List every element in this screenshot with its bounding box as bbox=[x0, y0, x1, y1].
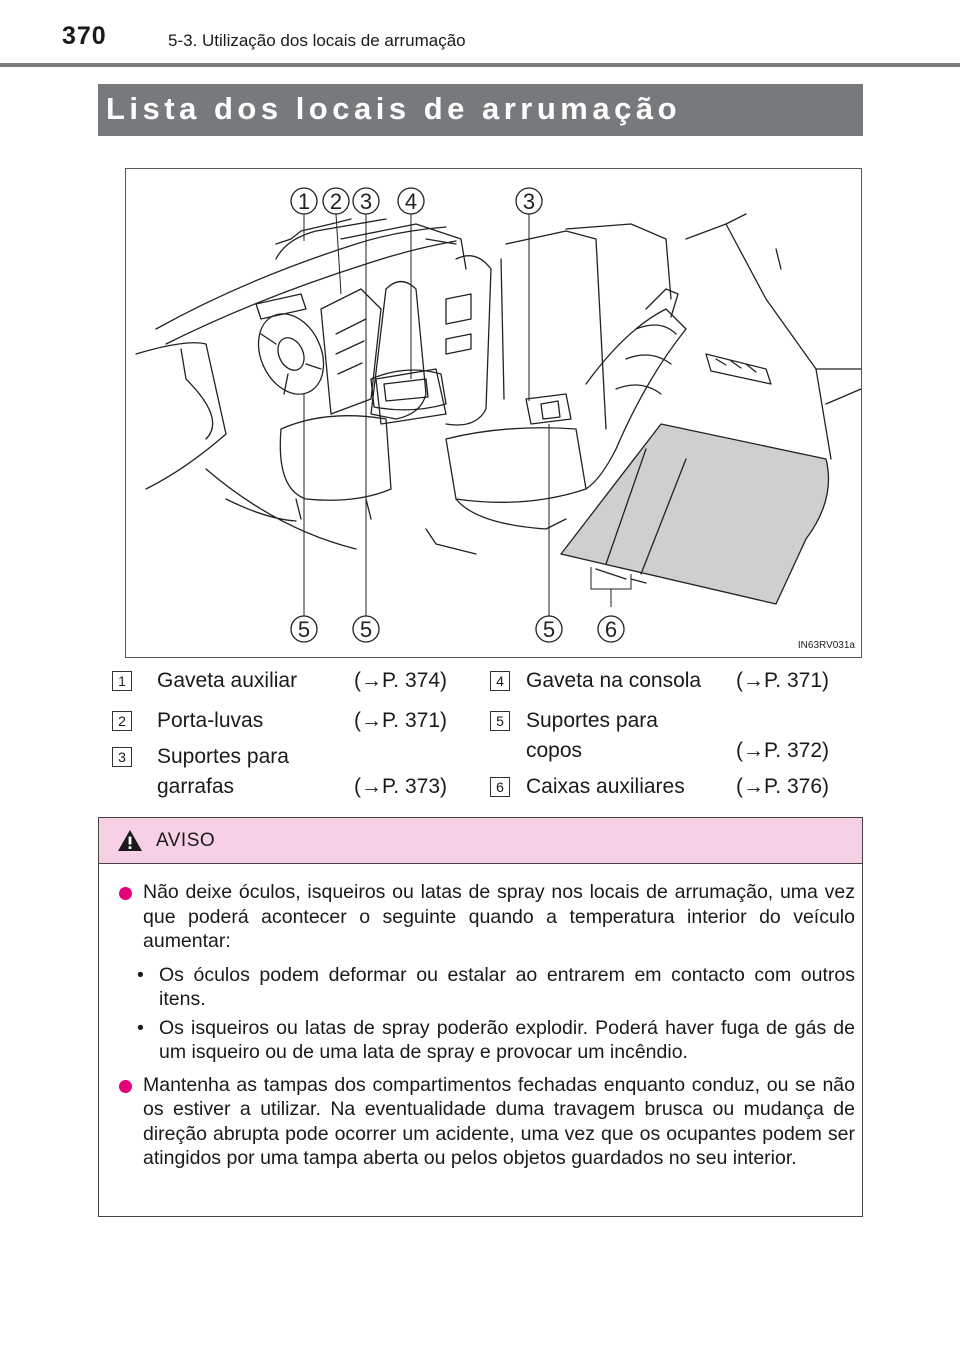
page-number: 370 bbox=[62, 22, 107, 50]
figure-callout-5-left bbox=[291, 616, 317, 642]
warning-item bbox=[119, 880, 855, 954]
warning-item bbox=[119, 1073, 855, 1171]
svg-text:2: 2 bbox=[329, 189, 343, 214]
page-reference: (→P. 371) bbox=[354, 709, 447, 732]
header-divider bbox=[0, 63, 960, 67]
svg-text:3: 3 bbox=[522, 189, 536, 214]
figure-callout-5-middle bbox=[353, 616, 379, 642]
svg-text:5: 5 bbox=[359, 617, 373, 642]
figure-code: IN63RV031a bbox=[797, 640, 855, 651]
bullet-icon: • bbox=[137, 1016, 144, 1039]
section-banner bbox=[98, 84, 863, 136]
warning-item-text: Não deixe óculos, isqueiros ou latas de spray nos locais de arrumação, uma vez que poderá acontecer o seguinte quando a temperatura interior do veículo aumentar: bbox=[143, 881, 855, 952]
page-reference: (→P. 376) bbox=[736, 775, 829, 798]
svg-text:1: 1 bbox=[297, 189, 311, 214]
page-reference: (→P. 374) bbox=[354, 669, 447, 692]
vehicle-interior-illustration bbox=[126, 169, 862, 658]
figure-callout-2 bbox=[323, 188, 349, 214]
warning-title: AVISO bbox=[156, 830, 216, 851]
figure-callout-4 bbox=[398, 188, 424, 214]
legend bbox=[100, 665, 860, 805]
svg-text:5: 5 bbox=[542, 617, 556, 642]
legend-label: Gaveta auxiliar bbox=[157, 669, 298, 692]
page-reference: (→P. 371) bbox=[736, 669, 829, 692]
warning-body bbox=[119, 880, 855, 1179]
legend-label: Suportes para bbox=[526, 709, 658, 732]
warning-item-text: Mantenha as tampas dos compartimentos fechadas enquanto conduz, ou se não os estiver a utilizar. Na eventualidade duma travagem brusca ou mudança de direção abrupta pode ocorrer um acidente, uma vez que os ocupantes podem ser atingidos por uma tampa aberta ou pelos objetos guardados no seu interior. bbox=[143, 1073, 855, 1169]
figure-callout-3-front bbox=[353, 188, 379, 214]
bullet-dot-icon bbox=[119, 887, 132, 900]
warning-subitem-text: Os isqueiros ou latas de spray poderão explodir. Poderá haver fuga de gás de um isqueiro ou de uma lata de spray e provocar um incêndio. bbox=[159, 1016, 855, 1063]
warning-box bbox=[98, 817, 863, 1217]
legend-number: 3 bbox=[112, 747, 132, 767]
warning-header bbox=[99, 818, 862, 864]
legend-label: Gaveta na consola bbox=[526, 669, 702, 692]
warning-triangle-icon bbox=[117, 829, 143, 852]
legend-number: 6 bbox=[490, 777, 510, 797]
bullet-dot-icon bbox=[119, 1080, 132, 1093]
figure-callout-1 bbox=[291, 188, 317, 214]
svg-text:5: 5 bbox=[297, 617, 311, 642]
figure-callout-6 bbox=[598, 616, 624, 642]
legend-label-continued: copos bbox=[526, 739, 583, 762]
legend-number: 1 bbox=[112, 671, 132, 691]
svg-text:6: 6 bbox=[604, 617, 618, 642]
legend-number: 4 bbox=[490, 671, 510, 691]
warning-subitem-text: Os óculos podem deformar ou estalar ao entrarem em contacto com outros itens. bbox=[159, 963, 855, 1010]
legend-number: 5 bbox=[490, 711, 510, 731]
warning-subitem bbox=[129, 1016, 855, 1065]
page-header bbox=[0, 0, 960, 70]
svg-text:3: 3 bbox=[359, 189, 373, 214]
vehicle-interior-figure bbox=[125, 168, 862, 658]
figure-callout-3-rear bbox=[516, 188, 542, 214]
legend-label-continued: garrafas bbox=[157, 775, 235, 798]
section-title: Lista dos locais de arrumação bbox=[106, 91, 682, 126]
svg-text:4: 4 bbox=[404, 189, 418, 214]
legend-label: Porta-luvas bbox=[157, 709, 264, 732]
chapter-title: 5-3. Utilização dos locais de arrumação bbox=[168, 31, 466, 50]
legend-label: Caixas auxiliares bbox=[526, 775, 685, 798]
figure-callout-5-right bbox=[536, 616, 562, 642]
page-reference: (→P. 372) bbox=[736, 739, 829, 762]
page-reference: (→P. 373) bbox=[354, 775, 447, 798]
legend-number: 2 bbox=[112, 711, 132, 731]
warning-subitem bbox=[129, 963, 855, 1012]
bullet-icon: • bbox=[137, 963, 144, 986]
legend-label: Suportes para bbox=[157, 745, 289, 768]
